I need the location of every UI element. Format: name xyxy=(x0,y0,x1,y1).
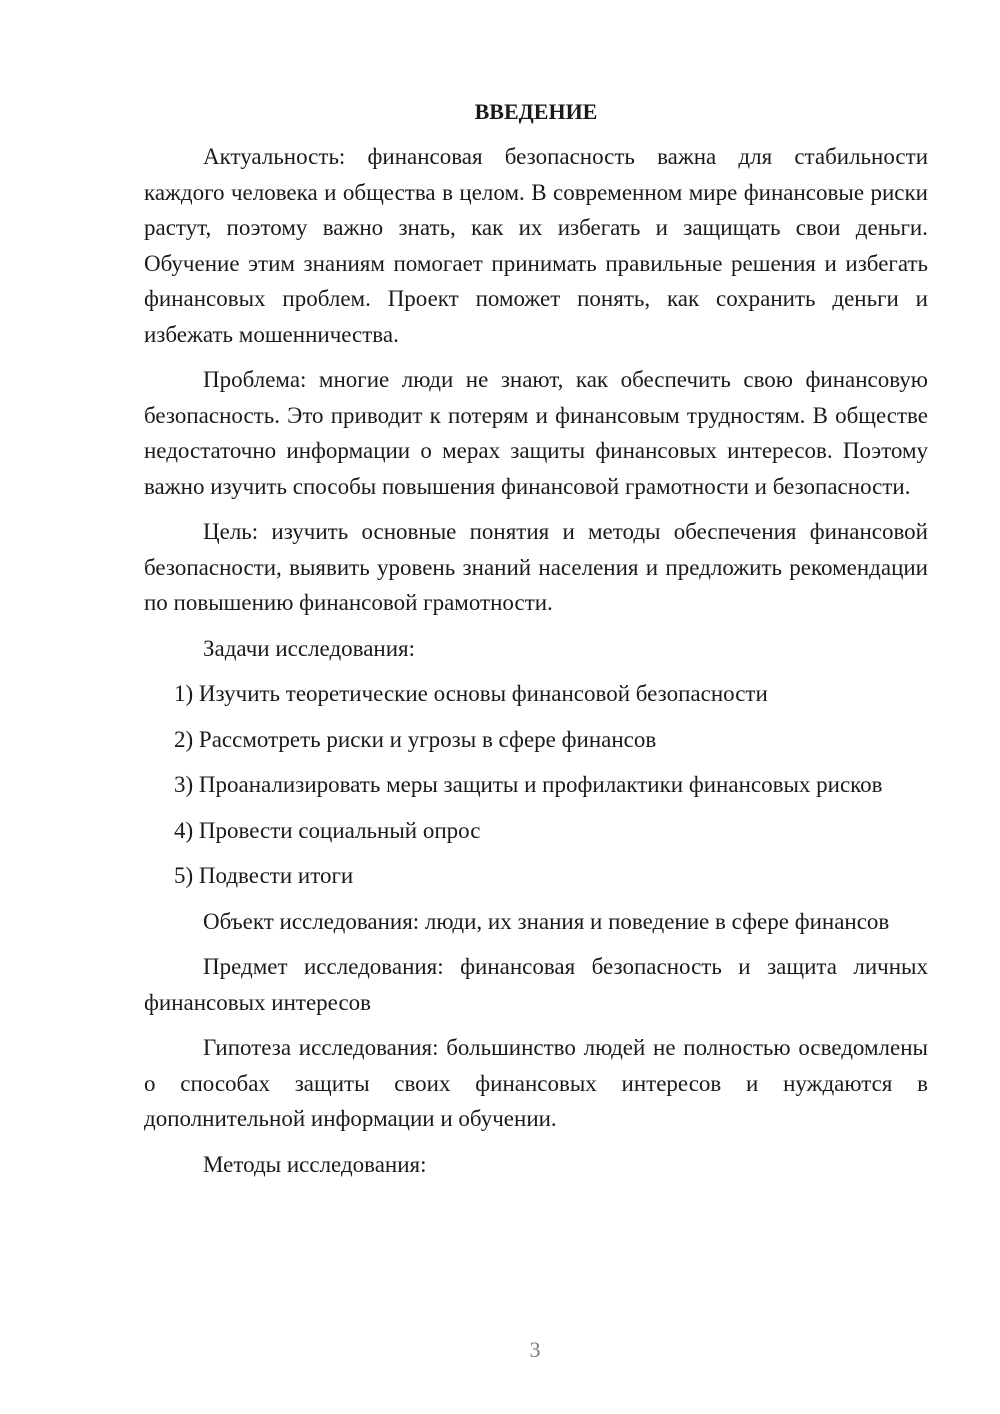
page-number: 3 xyxy=(529,1337,541,1362)
subject-paragraph: Предмет исследования: финансовая безопасность и защита личных финансовых интересов xyxy=(144,954,928,1015)
page-content xyxy=(144,94,928,1192)
goal-paragraph: Цель: изучить основные понятия и методы обеспечения финансовой безопасности, выявить уровень знаний населения и предложить рекомендации по повышению финансовой грамотности. xyxy=(144,519,928,615)
task-item: 4) Провести социальный опрос xyxy=(174,817,481,843)
problem-paragraph: Проблема: многие люди не знают, как обеспечить свою финансовую безопасность. Это приводит к потерям и финансовым трудностям. В обществе недостаточно информации о мерах защиты финансовых интересов. Поэтому важно изучить способы повышения финансовой грамотности и безопасности. xyxy=(144,367,928,499)
tasks-title: Задачи исследования: xyxy=(203,635,416,661)
section-heading: ВВЕДЕНИЕ xyxy=(474,99,598,124)
task-item: 1) Изучить теоретические основы финансовой безопасности xyxy=(174,681,768,706)
object-paragraph: Объект исследования: люди, их знания и поведение в сфере финансов xyxy=(203,908,890,934)
task-item: 5) Подвести итоги xyxy=(174,863,354,888)
task-item: 3) Проанализировать меры защиты и профилактики финансовых рисков xyxy=(174,772,883,797)
hypothesis-paragraph: Гипотеза исследования: большинство людей не полностью осведомлены о способах защиты своих финансовых интересов и нуждаются в дополнительной информации и обучении. xyxy=(144,1035,928,1131)
task-item: 2) Рассмотреть риски и угрозы в сфере финансов xyxy=(174,726,657,752)
methods-title: Методы исследования: xyxy=(203,1151,427,1177)
relevance-paragraph: Актуальность: финансовая безопасность важна для стабильности каждого человека и общества в целом. В современном мире финансовые риски растут, поэтому важно знать, как их избегать и защищать свои деньги. Обучение этим знаниям помогает принимать правильные решения и избегать финансовых проблем. Проект поможет понять, как сохранить деньги и избежать мошенничества. xyxy=(144,144,928,347)
